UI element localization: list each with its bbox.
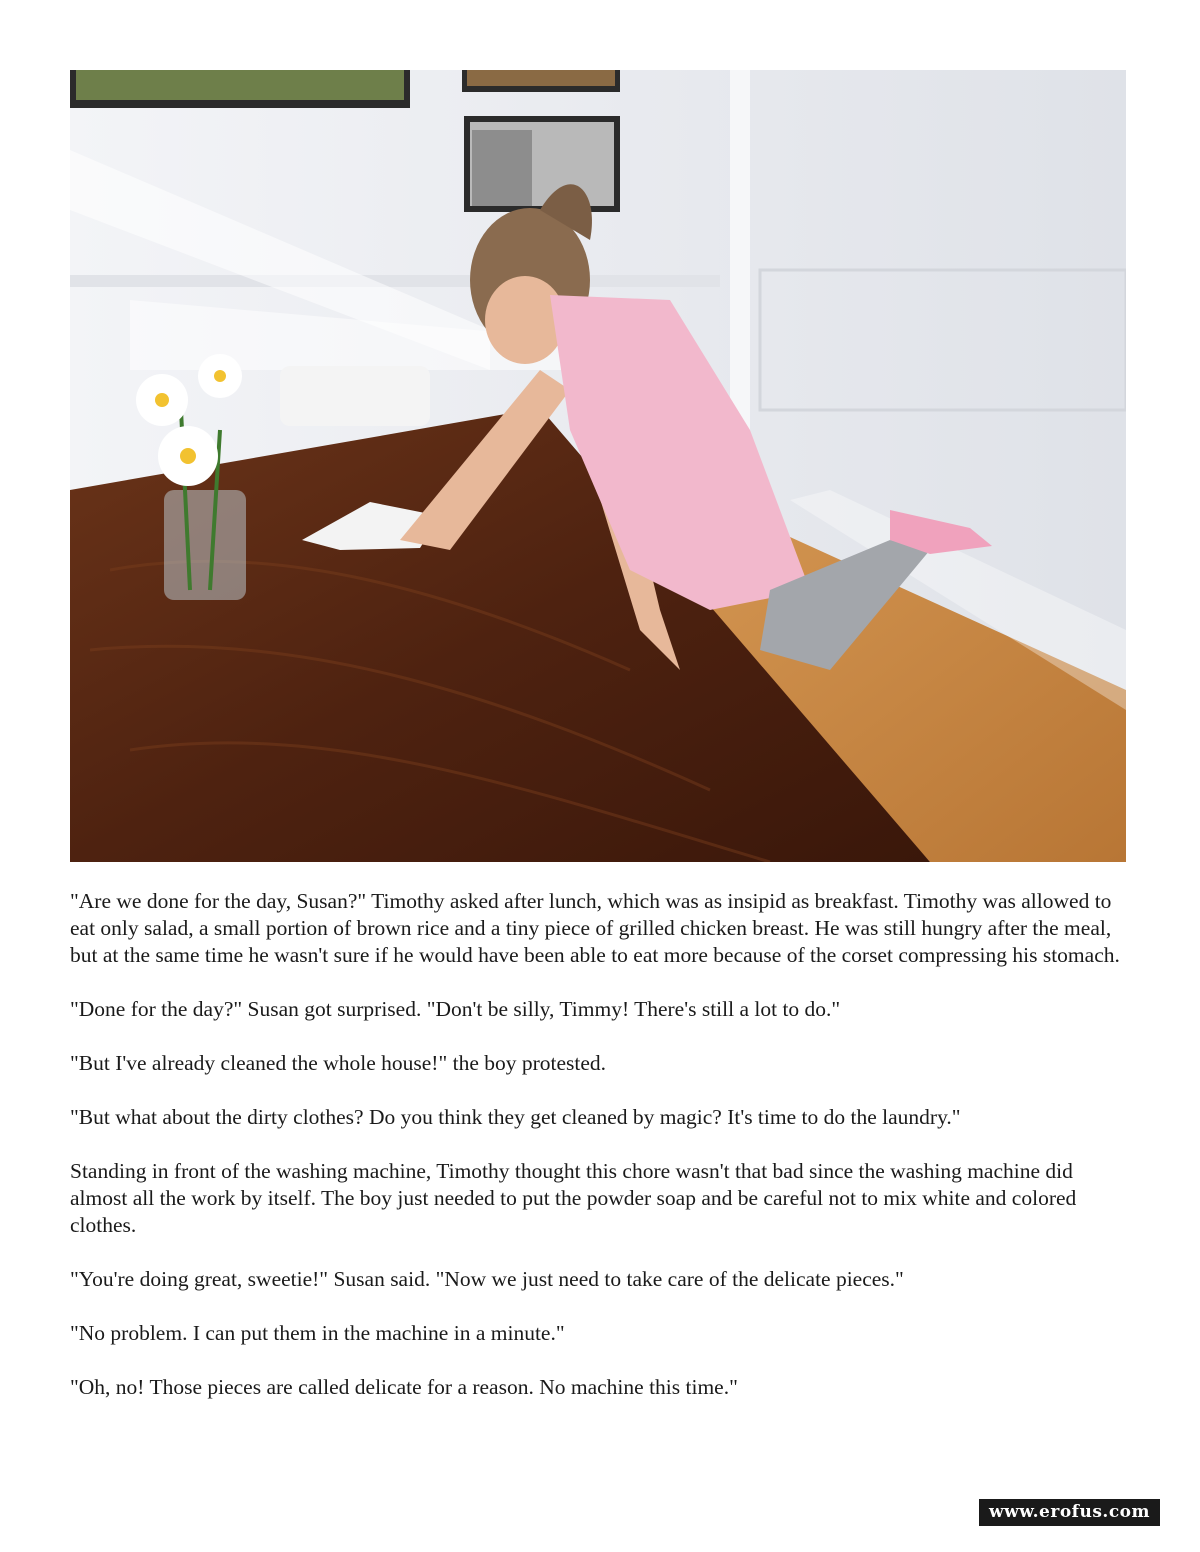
paragraph: "You're doing great, sweetie!" Susan said. "Now we just need to take care of the delicate pieces." [70, 1267, 904, 1291]
paragraph: Standing in front of the washing machine, Timothy thought this chore wasn't that bad since the washing machine did almost all the work by itself. The boy just needed to put the powder soap and be careful not to mix white and colored clothes. [70, 1159, 1077, 1237]
daisy-center [155, 393, 169, 407]
picture-food [467, 70, 615, 86]
paragraph: "But what about the dirty clothes? Do you think they get cleaned by magic? It's time to do the laundry." [70, 1105, 961, 1129]
chair-rail [70, 275, 720, 287]
paragraph: "Done for the day?" Susan got surprised. "Don't be silly, Timmy! There's still a lot to do." [70, 997, 841, 1021]
woman-face [485, 276, 565, 364]
paragraph: "No problem. I can put them in the machine in a minute." [70, 1321, 565, 1345]
illustration-scene [70, 70, 1126, 862]
chair-back [280, 366, 430, 426]
story-illustration [70, 70, 1126, 862]
paragraph: "But I've already cleaned the whole house!" the boy protested. [70, 1051, 607, 1075]
glass-vase [164, 490, 246, 600]
paragraph: "Are we done for the day, Susan?" Timothy asked after lunch, which was as insipid as breakfast. Timothy was allowed to eat only salad, a small portion of brown rice and a tiny piece of grilled chicken breast. He was still hungry after the meal, but at the same time he wasn't sure if he would have been able to eat more because of the corset compressing his stomach. [70, 889, 1120, 967]
paragraph: "Oh, no! Those pieces are called delicate for a reason. No machine this time." [70, 1375, 738, 1399]
picture-landscape [76, 70, 404, 100]
daisy-center [180, 448, 196, 464]
site-watermark: www.erofus.com [979, 1499, 1160, 1526]
daisy-center [214, 370, 226, 382]
picture-building [472, 130, 532, 206]
story-text [70, 888, 1130, 1428]
